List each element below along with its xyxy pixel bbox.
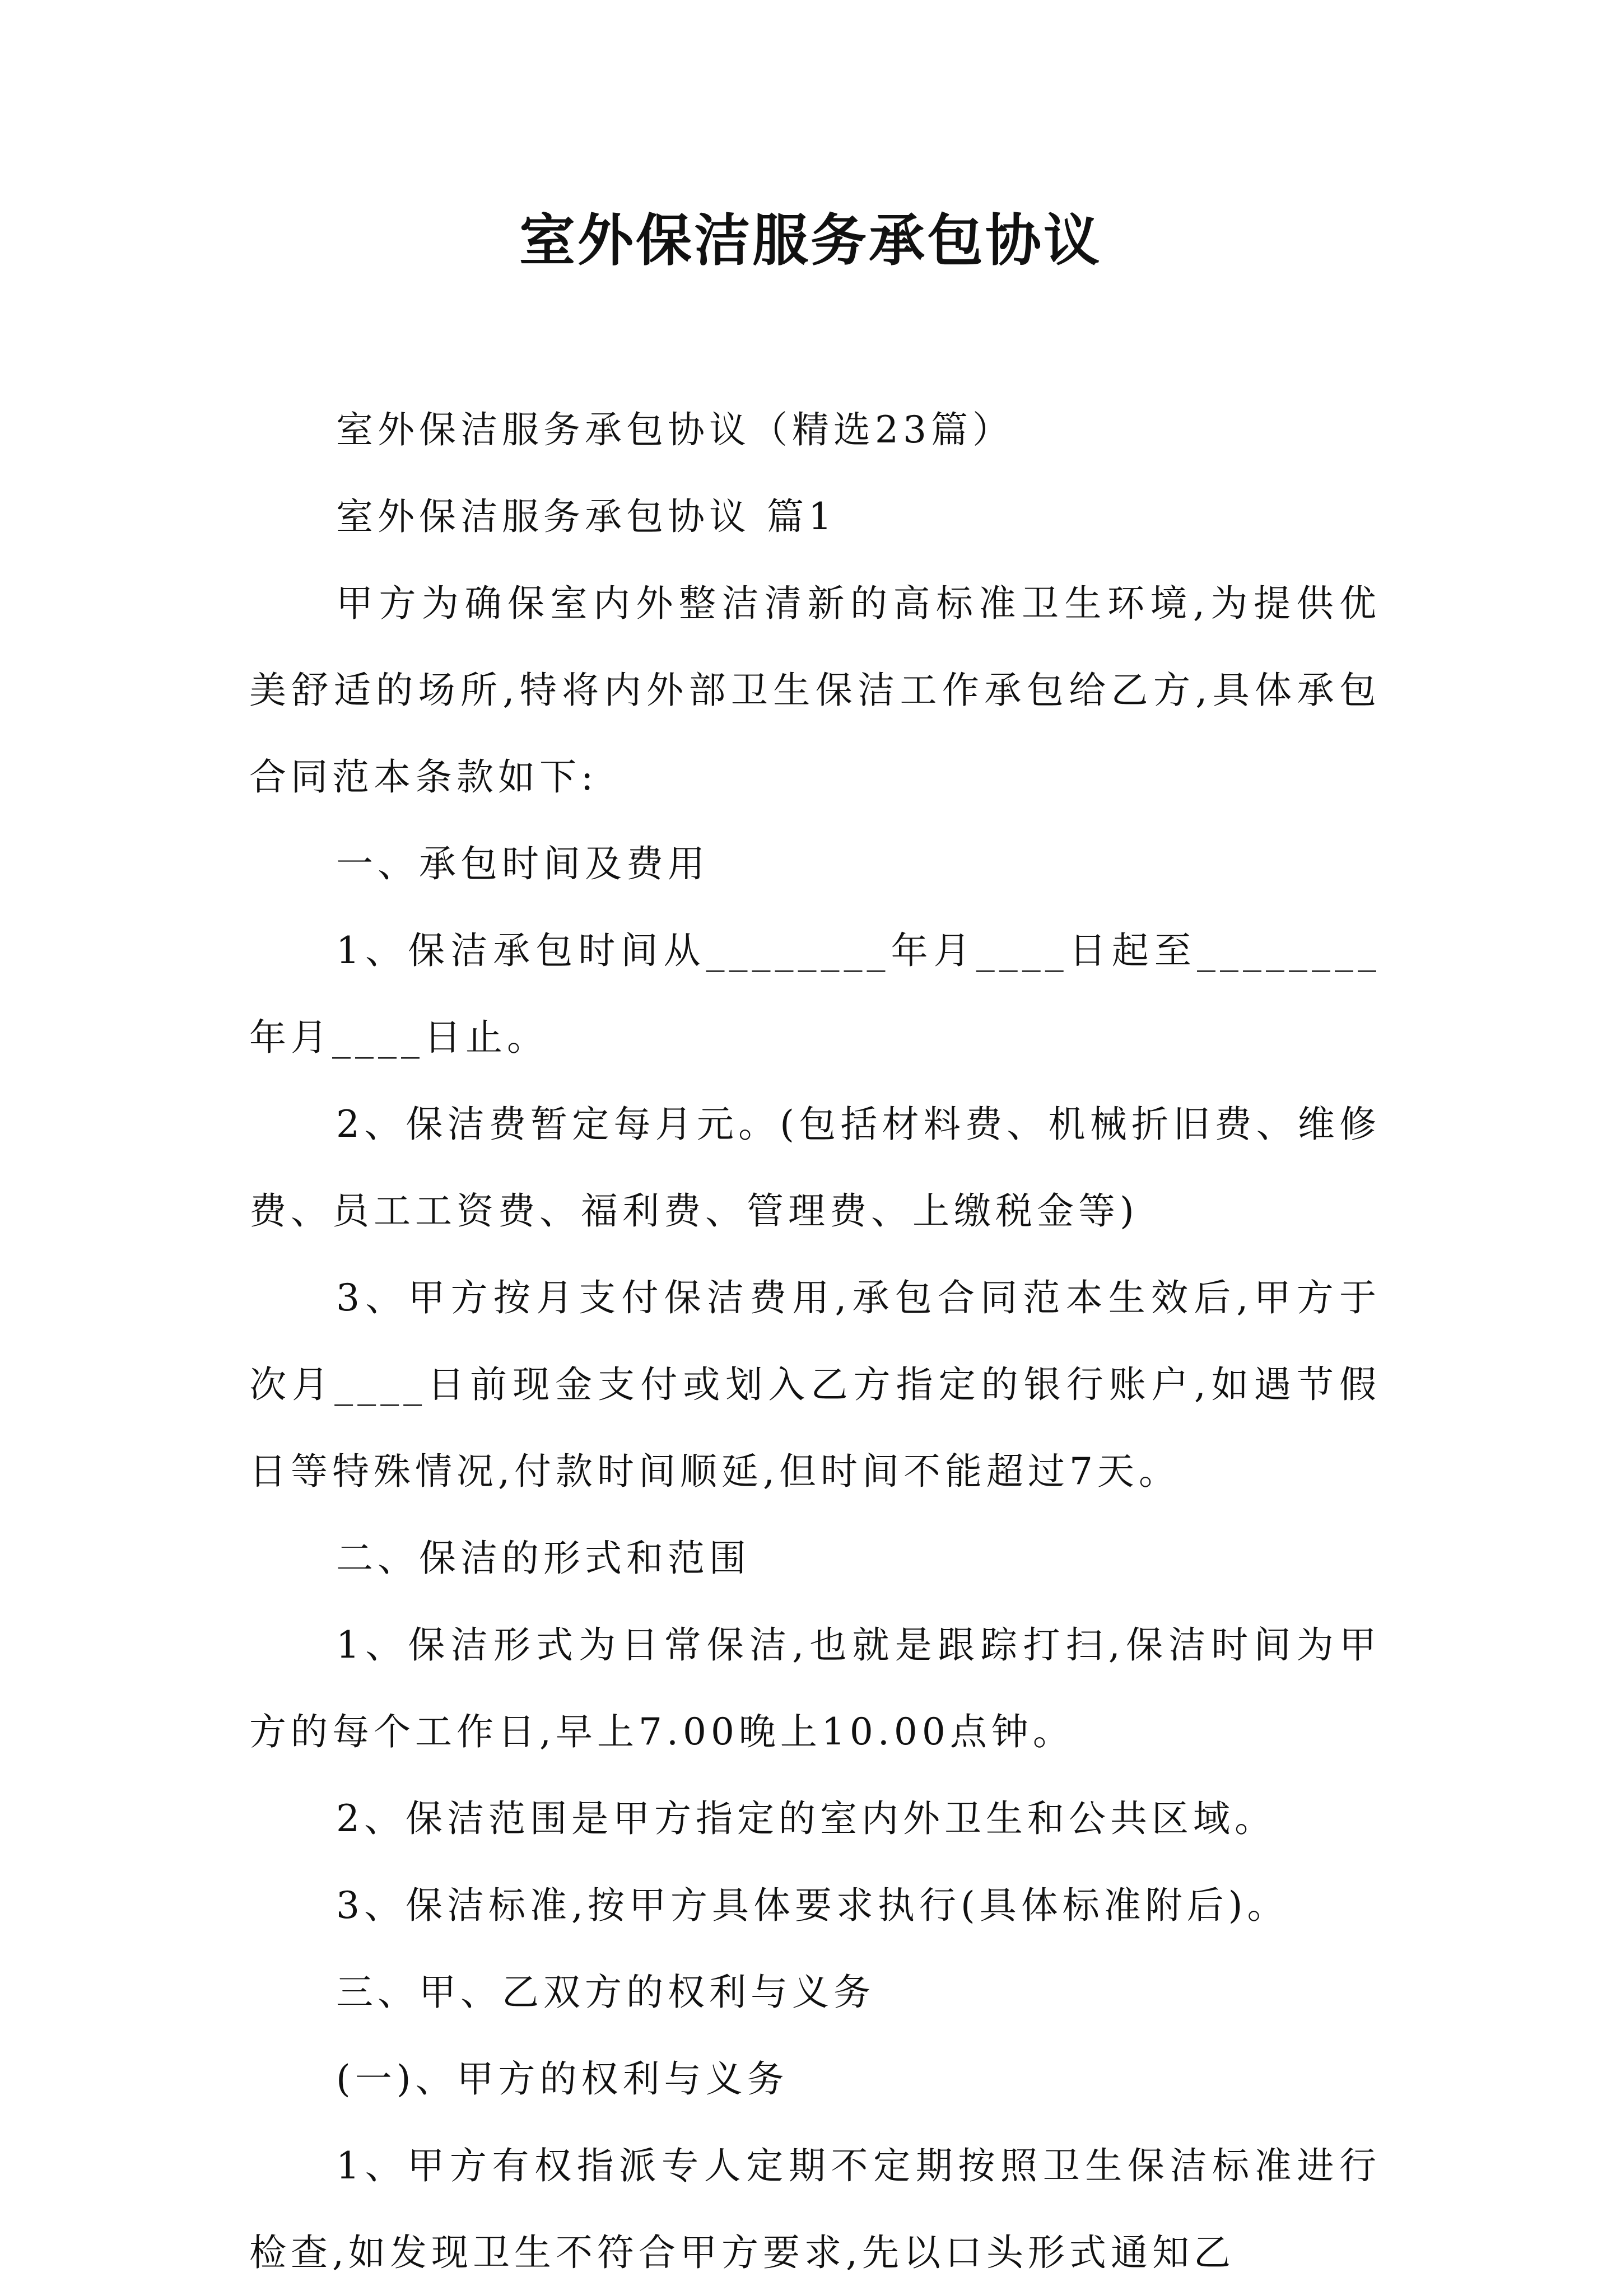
paragraph: 2、保洁范围是甲方指定的室内外卫生和公共区域。	[336, 1797, 1276, 1840]
document-title: 室外保洁服务承包协议	[519, 208, 1102, 273]
paragraph-subtitle: 室外保洁服务承包协议（精选23篇）	[336, 408, 1014, 451]
paragraph-heading: 二、保洁的形式和范围	[336, 1537, 751, 1580]
paragraph: 1、保洁承包时间从________年月____日起至________年月____日止。	[249, 929, 1381, 1059]
paragraph: 3、甲方按月支付保洁费用,承包合同范本生效后,甲方于次月____日前现金支付或划入乙方指定的银行账户,如遇节假日等特殊情况,付款时间顺延,但时间不能超过7天。	[249, 1276, 1381, 1493]
paragraph-section-heading: 室外保洁服务承包协议 篇1	[336, 495, 836, 538]
paragraph: 3、保洁标准,按甲方具体要求执行(具体标准附后)。	[336, 1884, 1289, 1927]
paragraph-heading: 一、承包时间及费用	[336, 842, 709, 885]
paragraph-subheading: (一)、甲方的权利与义务	[336, 2057, 789, 2101]
document-body	[249, 386, 1381, 2296]
paragraph: 2、保洁费暂定每月元。(包括材料费、机械折旧费、维修费、员工工资费、福利费、管理费、上缴税金等)	[249, 1103, 1381, 1233]
paragraph: 1、甲方有权指派专人定期不定期按照卫生保洁标准进行检查,如发现卫生不符合甲方要求,先以口头形式通知乙	[249, 2144, 1381, 2274]
paragraph: 1、保洁形式为日常保洁,也就是跟踪打扫,保洁时间为甲方的每个工作日,早上7.00晚上10.00点钟。	[249, 1623, 1381, 1753]
paragraph-heading: 三、甲、乙双方的权利与义务	[336, 1971, 875, 2014]
paragraph: 甲方为确保室内外整洁清新的高标准卫生环境,为提供优美舒适的场所,特将内外部卫生保洁工作承包给乙方,具体承包合同范本条款如下:	[249, 582, 1381, 799]
